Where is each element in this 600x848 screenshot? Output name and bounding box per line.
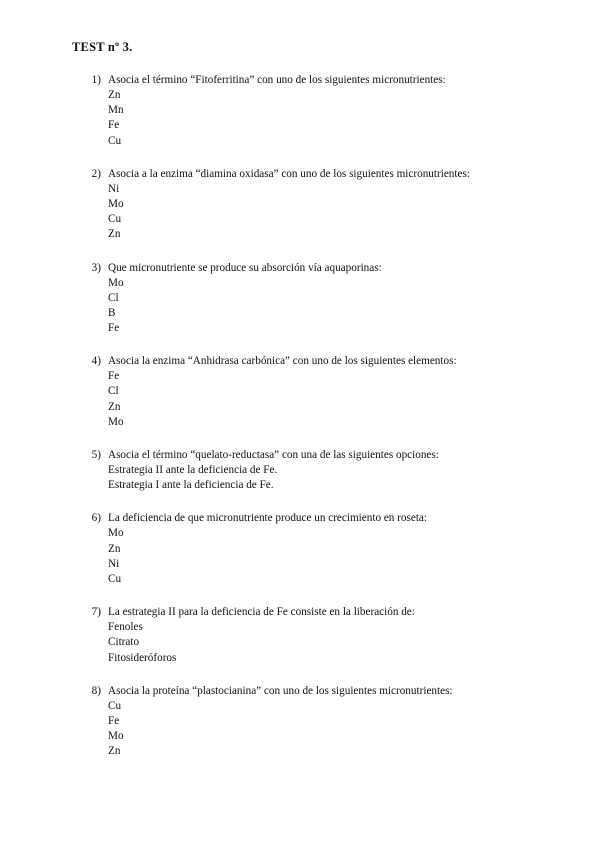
option-list: [0, 699, 600, 760]
question-number: 2): [91, 167, 101, 180]
question-item: [0, 72, 600, 149]
question-header: [0, 683, 600, 699]
question-text: Que micronutriente se produce su absorción vía aquaporinas:: [108, 261, 382, 274]
question-number: 7): [91, 606, 101, 619]
option-item: Mo: [108, 730, 124, 743]
option-item: Cl: [108, 385, 119, 398]
option-list: [0, 276, 600, 337]
option-item: Mn: [108, 104, 124, 117]
option-item: Zn: [108, 400, 121, 413]
question-text: La deficiencia de que micronutriente produce un crecimiento en roseta:: [108, 512, 428, 525]
question-header: [0, 604, 600, 620]
option-item: Ni: [108, 557, 120, 570]
option-item: Estrategia I ante la deficiencia de Fe.: [108, 479, 274, 492]
option-item: Mo: [108, 527, 124, 540]
option-item: Citrato: [108, 636, 140, 649]
option-item: Fe: [108, 119, 120, 132]
option-item: Ni: [108, 182, 120, 195]
question-text: Asocia la enzima “Anhidrasa carbónica” con uno de los siguientes elementos:: [108, 355, 457, 368]
question-item: [0, 166, 600, 243]
option-item: Fitosideróforos: [108, 651, 177, 664]
question-item: [0, 510, 600, 587]
option-item: B: [108, 306, 116, 319]
option-item: Cl: [108, 291, 119, 304]
question-text: Asocia a la enzima “diamina oxidasa” con uno de los siguientes micronutrientes:: [108, 167, 470, 180]
question-text: La estrategia II para la deficiencia de Fe consiste en la liberación de:: [108, 606, 415, 619]
option-item: Cu: [108, 572, 122, 585]
question-header: [0, 72, 600, 88]
option-item: Cu: [108, 699, 122, 712]
question-header: [0, 166, 600, 182]
question-header: [0, 510, 600, 526]
question-item: [0, 260, 600, 337]
question-list: [0, 72, 600, 776]
option-list: [0, 182, 600, 243]
option-item: Mo: [108, 197, 124, 210]
option-item: Zn: [108, 228, 121, 241]
option-list: [0, 463, 600, 493]
question-number: 4): [91, 355, 101, 368]
question-number: 8): [91, 684, 101, 697]
question-number: 3): [91, 261, 101, 274]
question-number: 5): [91, 449, 101, 461]
option-item: Cu: [108, 213, 122, 226]
question-item: [0, 447, 600, 493]
question-item: [0, 683, 600, 760]
question-number: 1): [91, 74, 101, 86]
option-item: Fenoles: [108, 621, 143, 634]
option-item: Fe: [108, 714, 120, 727]
option-item: Fe: [108, 322, 120, 335]
option-item: Cu: [108, 134, 122, 147]
page-title: TEST nº 3.: [72, 40, 133, 54]
question-number: 6): [91, 512, 101, 525]
option-item: Mo: [108, 415, 124, 428]
question-header: [0, 447, 600, 463]
question-item: [0, 353, 600, 430]
option-item: Zn: [108, 542, 121, 555]
question-text: Asocia la proteína “plastocianina” con uno de los siguientes micronutrientes:: [108, 684, 453, 697]
question-text: Asocia el término “Fitoferritina” con uno de los siguientes micronutrientes:: [108, 74, 446, 86]
option-list: [0, 620, 600, 666]
question-item: [0, 604, 600, 666]
question-header: [0, 260, 600, 276]
option-item: Fe: [108, 370, 120, 383]
option-list: [0, 526, 600, 587]
option-list: [0, 88, 600, 149]
option-item: Estrategia II ante la deficiencia de Fe.: [108, 464, 278, 476]
question-text: Asocia el término “quelato-reductasa” con una de las siguientes opciones:: [108, 449, 439, 461]
question-header: [0, 353, 600, 369]
option-item: Zn: [108, 745, 121, 758]
option-item: Zn: [108, 89, 121, 101]
option-item: Mo: [108, 276, 124, 289]
option-list: [0, 369, 600, 430]
